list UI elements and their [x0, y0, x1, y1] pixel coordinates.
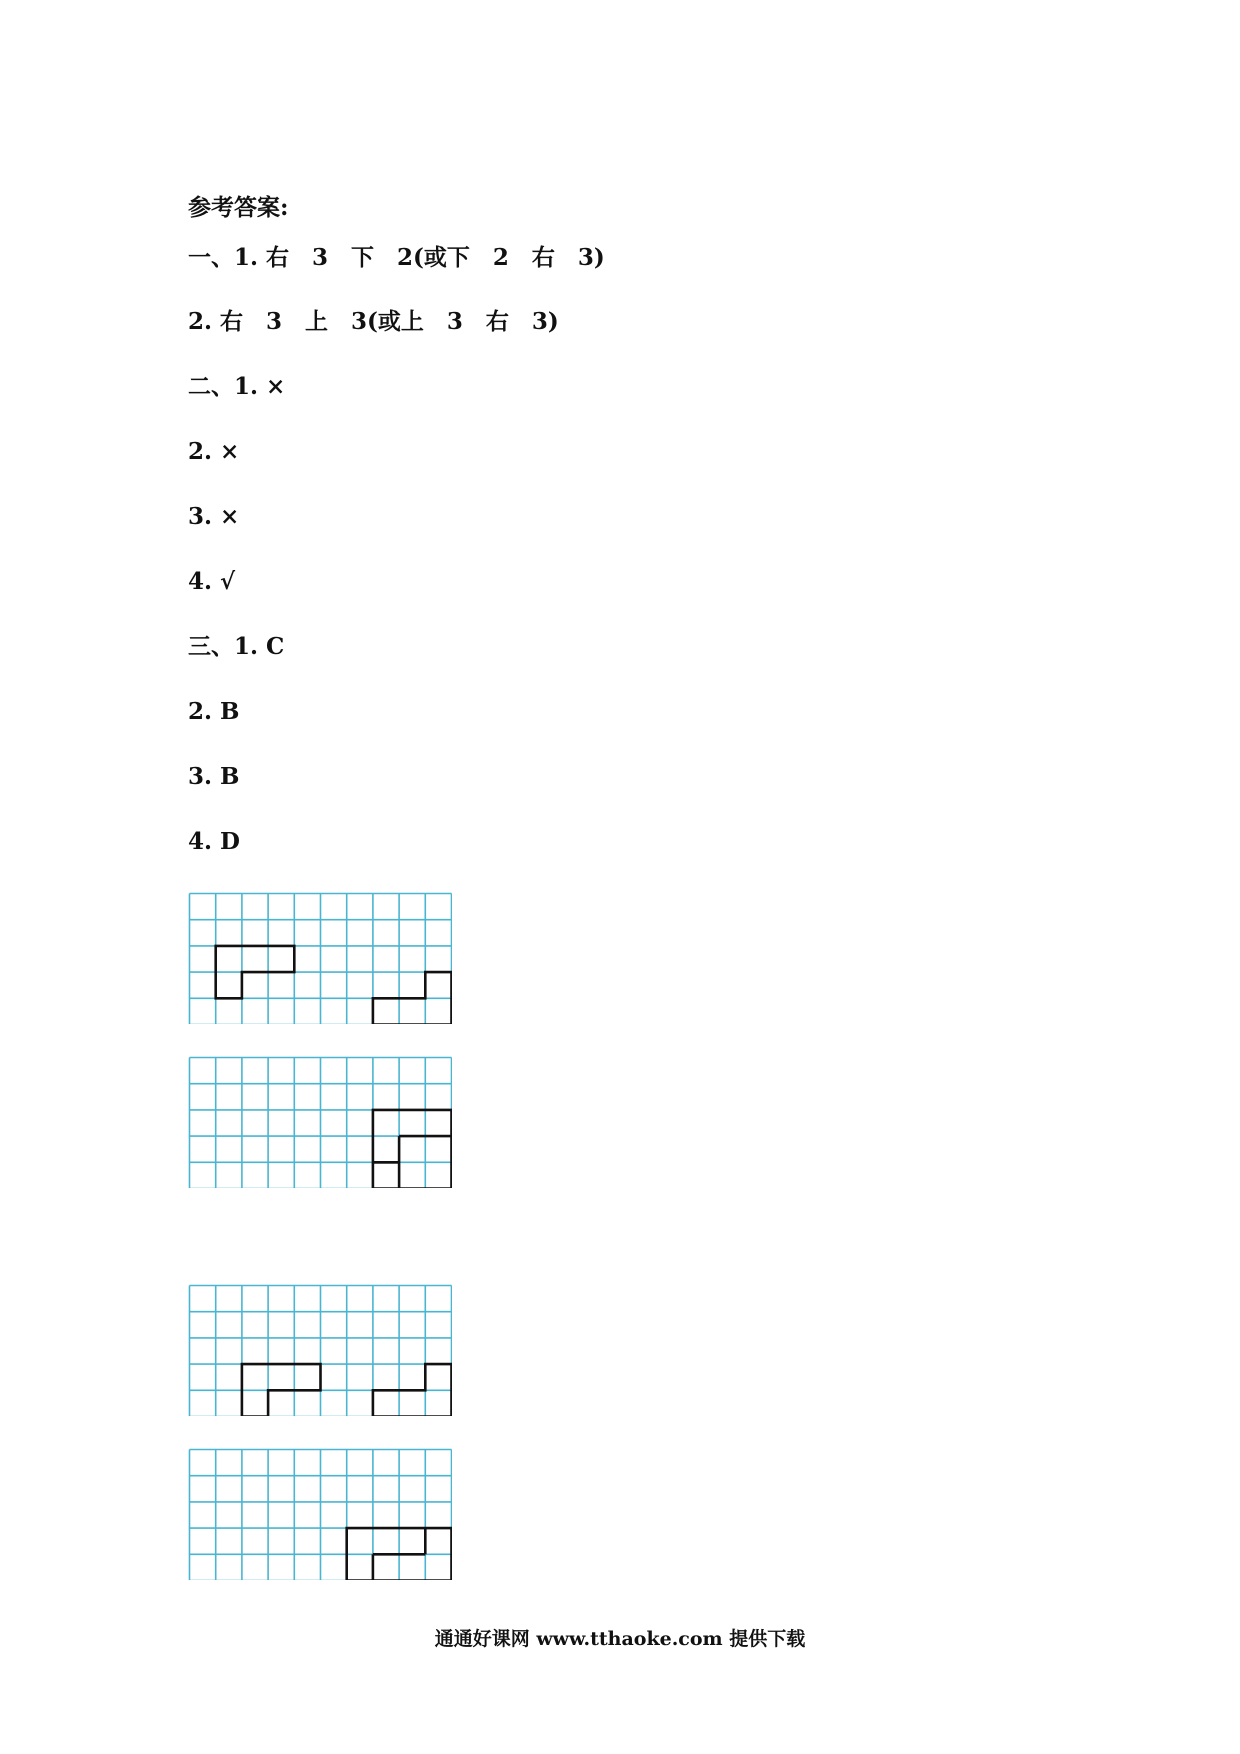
answer-line-9: 3. B [188, 763, 240, 790]
answer-line-10: 4. D [188, 828, 240, 855]
answer-line-6: 4. √ [188, 568, 236, 595]
grid-figure-2 [188, 1056, 452, 1188]
answer-line-4: 2. × [188, 438, 240, 465]
answer-title: 参考答案: [188, 194, 289, 221]
answer-line-2: 2. 右 3 上 3(或上 3 右 3) [188, 308, 559, 335]
footer-credit: 通通好课网 www.tthaoke.com 提供下载 [434, 1628, 806, 1650]
grid-figure-4 [188, 1448, 452, 1580]
answer-line-8: 2. B [188, 698, 240, 725]
grid-figure-1 [188, 892, 452, 1024]
answer-line-1: 一、1. 右 3 下 2(或下 2 右 3) [188, 244, 605, 271]
answer-line-5: 3. × [188, 503, 240, 530]
grid-shape-outline [373, 1110, 452, 1188]
answer-line-7: 三、1. C [188, 633, 285, 660]
grid-figure-3 [188, 1284, 452, 1416]
answer-line-3: 二、1. × [188, 373, 286, 400]
